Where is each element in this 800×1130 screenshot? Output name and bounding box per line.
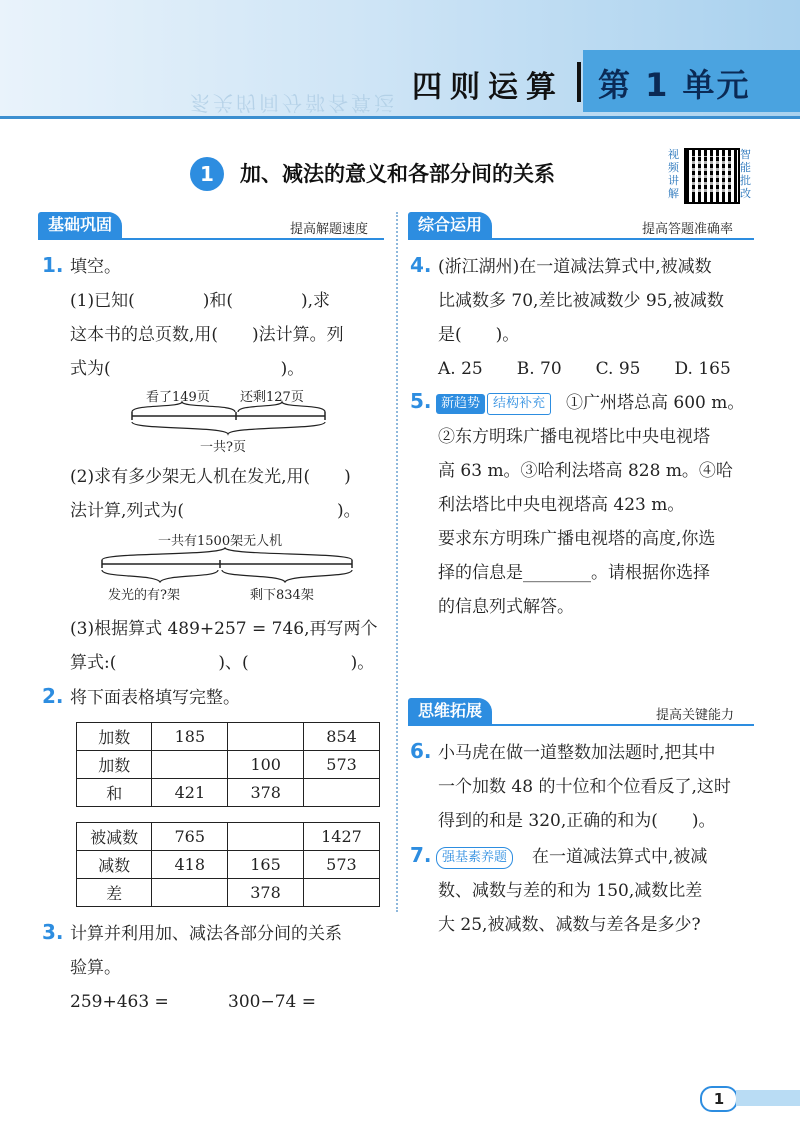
section-basic-subtitle: 提高解题速度 xyxy=(290,222,369,237)
q5-number: 5. xyxy=(410,389,432,413)
section-basic-line xyxy=(38,238,384,240)
q1-diagram-2-glow-label: 发光的有?架 xyxy=(108,588,180,603)
lesson-title: 加、减法的意义和各部分间的关系 xyxy=(240,162,555,186)
q3-line2: 验算。 xyxy=(70,958,121,978)
lesson-number-badge: 1 xyxy=(190,157,224,191)
q1-part2-line2: 法计算,列式为( )。 xyxy=(70,501,361,521)
q1-part2-line1: (2)求有多少架无人机在发光,用( ) xyxy=(70,467,351,487)
q3-expression-2: 300−74 = xyxy=(228,992,316,1012)
table-cell: 差 xyxy=(77,879,152,907)
section-thinking-subtitle: 提高关键能力 xyxy=(656,708,735,723)
unit-number: 第 1 单元 xyxy=(598,66,751,104)
q7-tag: 强基素养题 xyxy=(436,847,513,869)
q7-line2: 数、减数与差的和为 150,减数比差 xyxy=(438,881,703,901)
unit-title: 四则运算 xyxy=(412,70,564,105)
table-cell[interactable] xyxy=(152,751,228,779)
table-cell: 加数 xyxy=(77,723,152,751)
q5-tag-structure: 结构补充 xyxy=(487,393,551,415)
column-divider xyxy=(396,212,398,912)
qr-code-icon[interactable] xyxy=(684,148,740,204)
table-cell: 854 xyxy=(304,723,380,751)
unit-divider xyxy=(577,62,581,102)
q4-line1: (浙江湖州)在一道减法算式中,被减数 xyxy=(438,257,712,277)
q2-number: 2. xyxy=(42,684,64,708)
q5-line7: 的信息列式解答。 xyxy=(438,597,574,617)
header-ghost-text: 系关的间分部各算运 xyxy=(190,91,397,115)
table-row xyxy=(77,723,380,751)
q7-number: 7. xyxy=(410,843,432,867)
table-cell: 被减数 xyxy=(77,823,152,851)
q7-line1: 在一道减法算式中,被减 xyxy=(532,847,708,867)
q1-diagram-1 xyxy=(130,386,330,456)
qr-grading-label: 智能批改 xyxy=(740,148,751,200)
table-cell: 1427 xyxy=(303,823,379,851)
q2-title: 将下面表格填写完整。 xyxy=(70,688,240,708)
section-thinking-title: 思维拓展 xyxy=(408,698,492,724)
q1-diagram-2 xyxy=(100,530,360,602)
q5-line4: 利法塔比中央电视塔高 423 m。 xyxy=(438,495,685,515)
q7-tag-wrap xyxy=(436,846,513,869)
q1-number: 1. xyxy=(42,253,64,277)
q5-line2: ②东方明珠广播电视塔比中央电视塔 xyxy=(438,427,710,447)
page-number-tail xyxy=(736,1090,800,1106)
q6-line2: 一个加数 48 的十位和个位看反了,这时 xyxy=(438,777,731,797)
q2-addition-table xyxy=(76,722,380,807)
table-cell: 418 xyxy=(152,851,228,879)
q3-line1: 计算并利用加、减法各部分间的关系 xyxy=(70,924,342,944)
table-cell: 减数 xyxy=(77,851,152,879)
section-applied-subtitle: 提高答题准确率 xyxy=(642,222,734,237)
table-cell: 378 xyxy=(228,779,304,807)
q4-line2: 比减数多 70,差比被减数少 95,被减数 xyxy=(438,291,724,311)
section-applied-line xyxy=(408,238,754,240)
q1-diagram-1-total-label: 一共?页 xyxy=(200,440,246,455)
table-row xyxy=(77,751,380,779)
q5-line3: 高 63 m。③哈利法塔高 828 m。④哈 xyxy=(438,461,733,481)
q4-number: 4. xyxy=(410,253,432,277)
table-cell[interactable] xyxy=(228,723,304,751)
q6-line1: 小马虎在做一道整数加法题时,把其中 xyxy=(438,743,716,763)
table-cell: 573 xyxy=(304,751,380,779)
q4-line3: 是( )。 xyxy=(438,325,520,345)
q5-tag-trend: 新趋势 xyxy=(436,394,485,414)
table-cell: 378 xyxy=(228,879,304,907)
q6-number: 6. xyxy=(410,739,432,763)
qr-video-label: 视频讲解 xyxy=(668,148,679,200)
q5-line5: 要求东方明珠广播电视塔的高度,你选 xyxy=(438,529,716,549)
q1-part1-line3: 式为( )。 xyxy=(70,359,305,379)
table-cell: 573 xyxy=(303,851,379,879)
table-cell: 165 xyxy=(228,851,304,879)
section-thinking-line xyxy=(408,724,754,726)
q5-line6: 择的信息是________。请根据你选择 xyxy=(438,563,710,583)
q1-part1-line1: (1)已知( )和( ),求 xyxy=(70,291,331,311)
table-cell: 421 xyxy=(152,779,228,807)
page-number: 1 xyxy=(700,1086,738,1112)
q5-line1: ①广州塔总高 600 m。 xyxy=(566,393,745,413)
section-basic-title: 基础巩固 xyxy=(38,212,122,238)
q3-number: 3. xyxy=(42,920,64,944)
table-row xyxy=(77,779,380,807)
table-cell: 100 xyxy=(228,751,304,779)
table-cell[interactable] xyxy=(152,879,228,907)
q3-expression-1: 259+463 = xyxy=(70,992,169,1012)
q1-diagram-1-read-label: 看了149页 xyxy=(146,390,210,405)
q4-options: A. 25 B. 70 C. 95 D. 165 xyxy=(438,359,731,379)
section-applied-title: 综合运用 xyxy=(408,212,492,238)
table-cell[interactable] xyxy=(228,823,304,851)
q1-diagram-2-left-label: 剩下834架 xyxy=(250,588,314,603)
table-cell[interactable] xyxy=(303,879,379,907)
q1-part1-line2: 这本书的总页数,用( )法计算。列 xyxy=(70,325,344,345)
q1-part3-line1: (3)根据算式 489+257 = 746,再写两个 xyxy=(70,619,378,639)
q2-subtraction-table xyxy=(76,822,380,907)
q5-tags xyxy=(436,392,551,415)
table-cell[interactable] xyxy=(304,779,380,807)
table-row xyxy=(77,823,380,851)
table-cell: 和 xyxy=(77,779,152,807)
q1-title: 填空。 xyxy=(70,257,121,277)
header-line xyxy=(0,116,800,119)
table-row xyxy=(77,851,380,879)
table-row xyxy=(77,879,380,907)
q6-line3: 得到的和是 320,正确的和为( )。 xyxy=(438,811,716,831)
table-cell: 765 xyxy=(152,823,228,851)
q1-part3-line2: 算式:( )、( )。 xyxy=(70,653,375,673)
q1-diagram-2-total-label: 一共有1500架无人机 xyxy=(158,534,283,549)
table-cell: 185 xyxy=(152,723,228,751)
q1-diagram-1-left-label: 还剩127页 xyxy=(240,390,304,405)
table-cell: 加数 xyxy=(77,751,152,779)
q7-line3: 大 25,被减数、减数与差各是多少? xyxy=(438,915,701,935)
